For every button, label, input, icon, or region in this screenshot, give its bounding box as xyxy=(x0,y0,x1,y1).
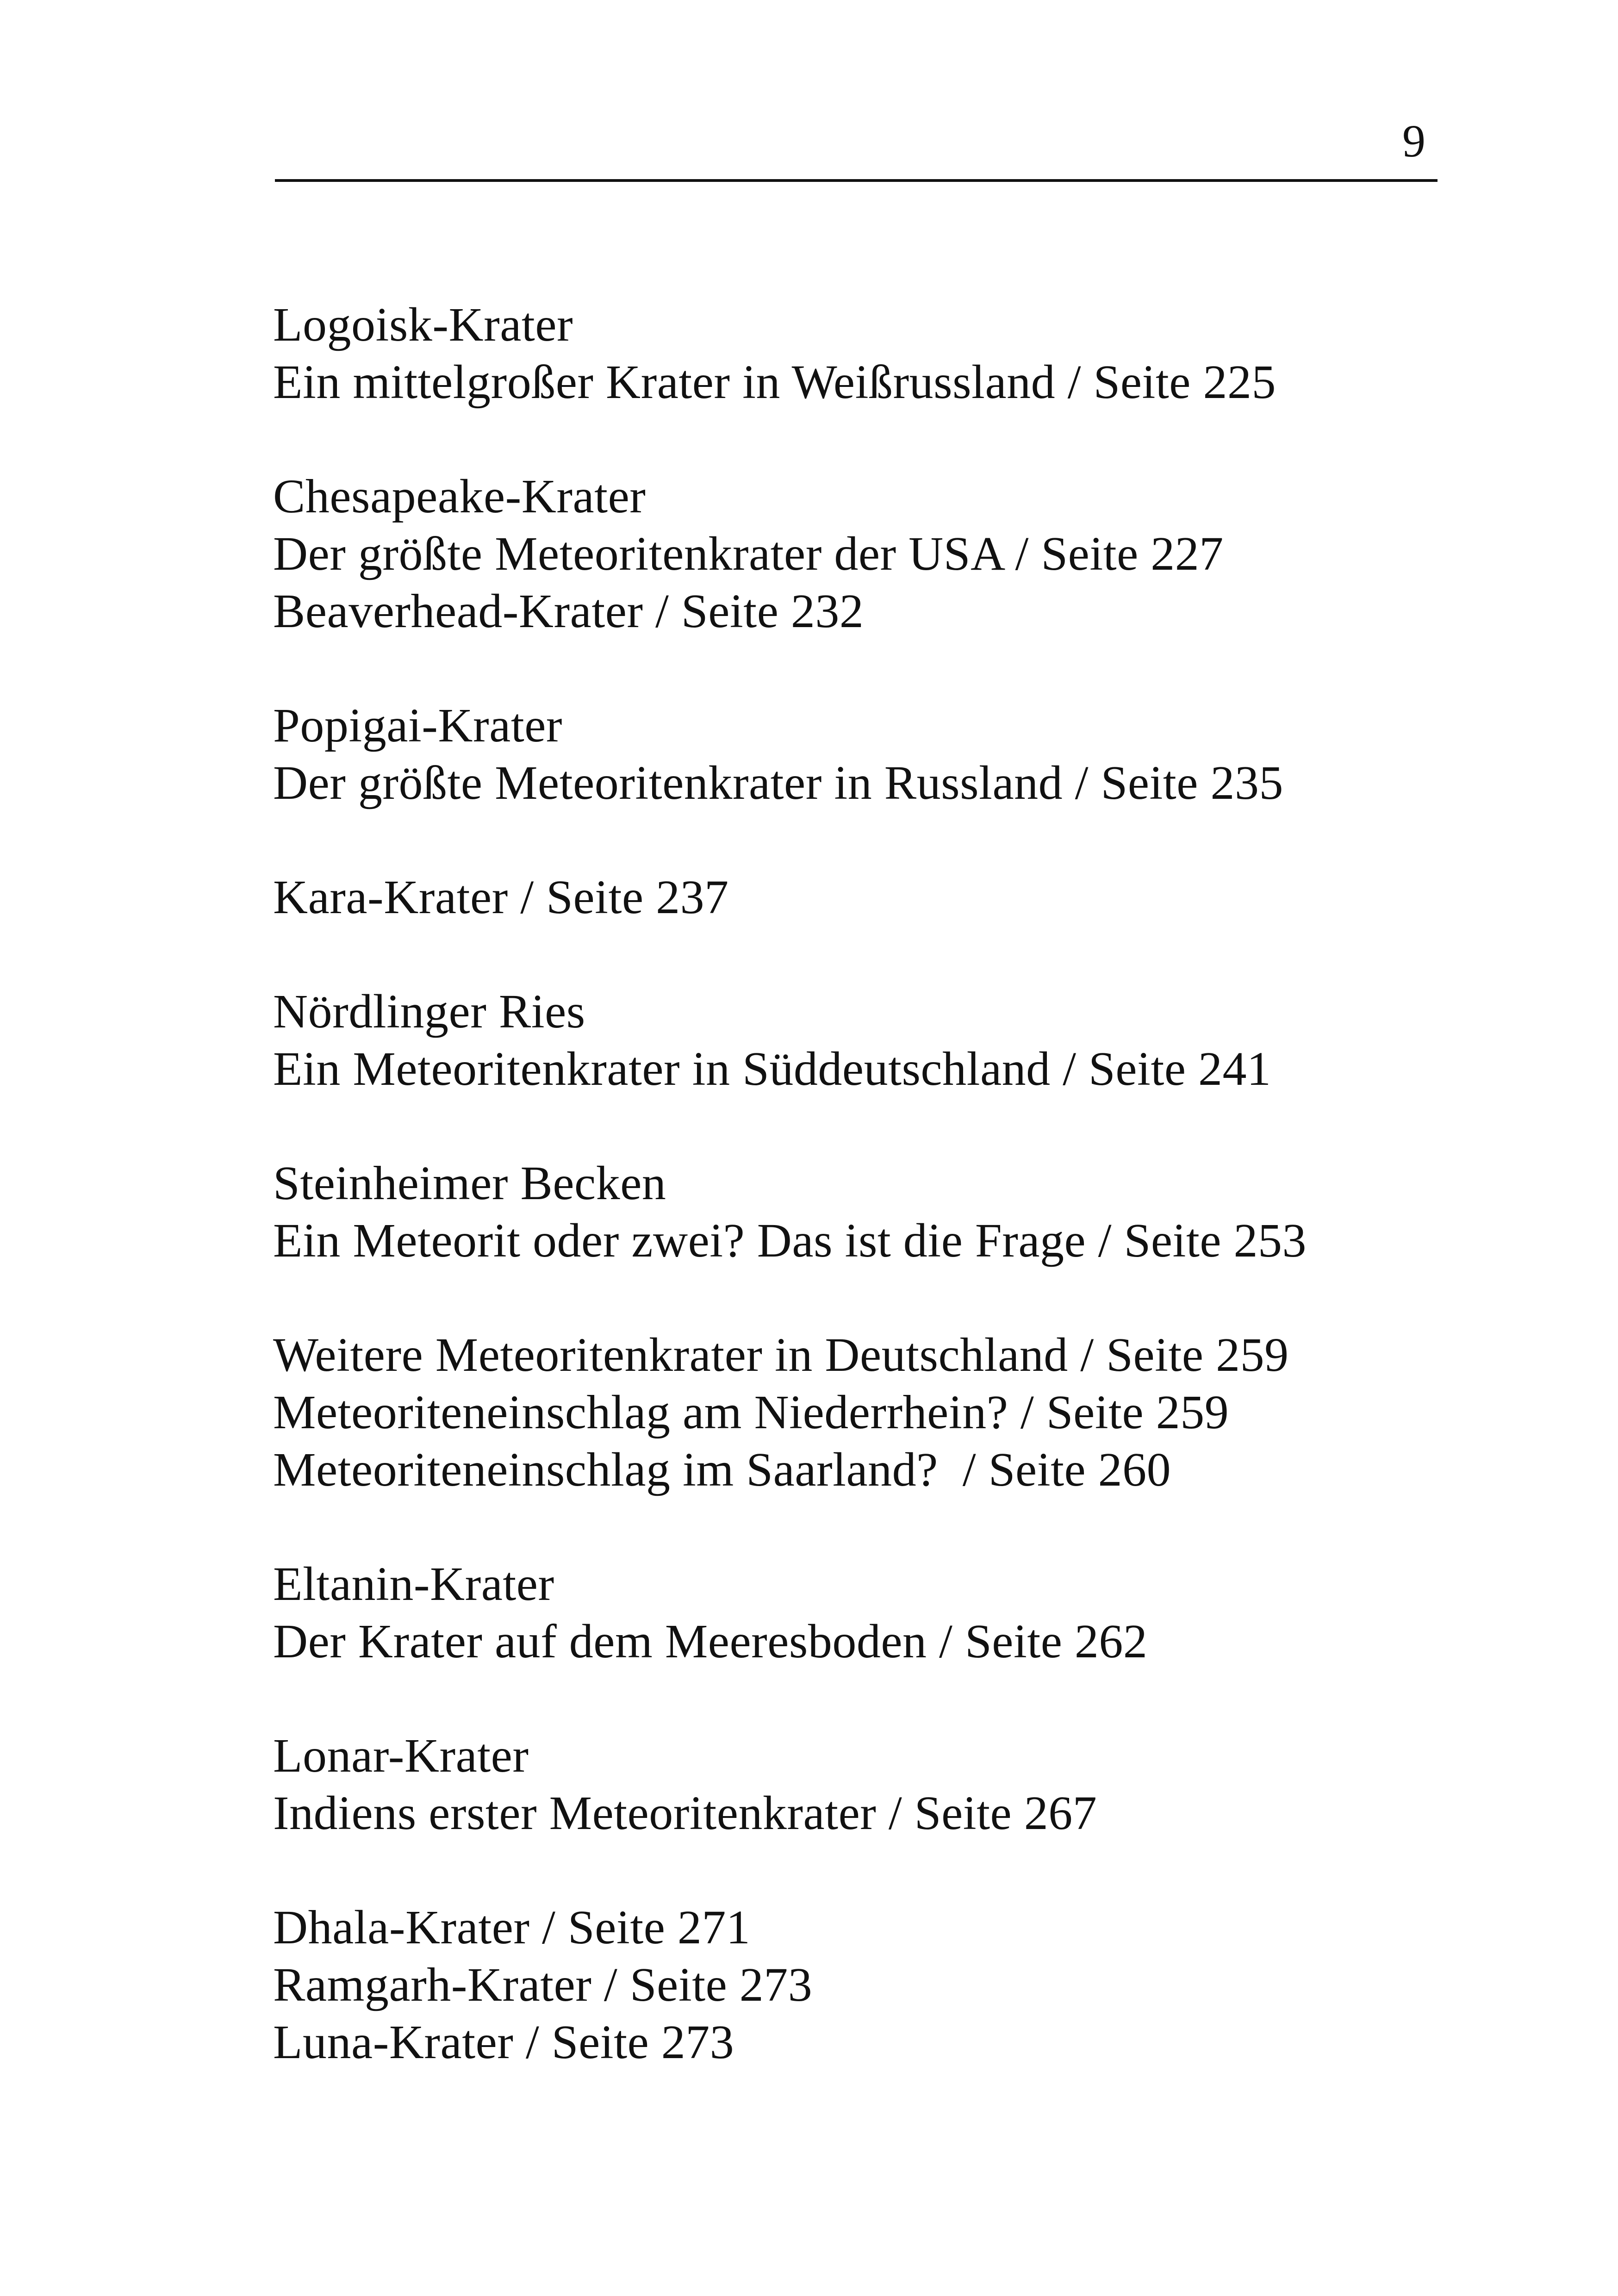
toc-entry-title: Kara-Krater / Seite 237 xyxy=(273,871,729,924)
toc-entry-dhala-ramgarh-luna xyxy=(273,1899,1458,2071)
toc-entry-title: Weitere Meteoritenkrater in Deutschland / Seite 259 xyxy=(273,1328,1289,1381)
toc-entry-weitere-deutschland xyxy=(273,1326,1458,1499)
toc-entry-subtitle: Meteoriteneinschlag am Niederrhein? / Seite 259 xyxy=(273,1386,1229,1439)
toc-entry-steinheimer-becken xyxy=(273,1155,1458,1269)
toc-entry-title: Eltanin-Krater xyxy=(273,1557,554,1611)
toc-entry-title: Logoisk-Krater xyxy=(273,298,573,351)
toc-entry-title: Dhala-Krater / Seite 271 xyxy=(273,1901,751,1954)
toc-entry-subtitle: Luna-Krater / Seite 273 xyxy=(273,2016,734,2069)
toc-entry-subtitle: Ein Meteoritenkrater in Süddeutschland / Seite 241 xyxy=(273,1042,1271,1095)
toc-entry-lonar xyxy=(273,1727,1458,1842)
toc-entry-logoisk xyxy=(273,296,1458,411)
toc-entry-title: Nördlinger Ries xyxy=(273,985,585,1038)
toc-entry-title: Steinheimer Becken xyxy=(273,1157,666,1210)
toc-entry-subtitle: Ein mittelgroßer Krater in Weißrussland / Seite 225 xyxy=(273,355,1276,409)
toc-entry-kara xyxy=(273,869,1458,926)
toc-entry-title: Lonar-Krater xyxy=(273,1729,529,1782)
page-number: 9 xyxy=(1402,115,1425,167)
toc-entry-chesapeake xyxy=(273,468,1458,640)
toc-entry-popigai xyxy=(273,697,1458,812)
toc-entry-subtitle: Ramgarh-Krater / Seite 273 xyxy=(273,1958,813,2011)
toc-entry-subtitle: Der Krater auf dem Meeresboden / Seite 262 xyxy=(273,1615,1148,1668)
toc-entry-subtitle: Der größte Meteoritenkrater in Russland / Seite 235 xyxy=(273,756,1283,809)
toc-entry-subtitle: Ein Meteorit oder zwei? Das ist die Frage / Seite 253 xyxy=(273,1214,1307,1267)
toc-entry-subtitle: Beaverhead-Krater / Seite 232 xyxy=(273,585,864,638)
toc-entry-subtitle: Indiens erster Meteoritenkrater / Seite 267 xyxy=(273,1786,1097,1840)
header-rule xyxy=(275,179,1438,182)
toc-entry-noerdlinger-ries xyxy=(273,983,1458,1098)
toc-entry-subtitle: Der größte Meteoritenkrater der USA / Seite 227 xyxy=(273,527,1224,580)
toc-entry-eltanin xyxy=(273,1556,1458,1670)
toc-entry-title: Chesapeake-Krater xyxy=(273,470,646,523)
table-of-contents xyxy=(273,296,1458,2128)
toc-entry-subtitle: Meteoriteneinschlag im Saarland? / Seite 260 xyxy=(273,1443,1171,1496)
toc-entry-title: Popigai-Krater xyxy=(273,699,563,752)
